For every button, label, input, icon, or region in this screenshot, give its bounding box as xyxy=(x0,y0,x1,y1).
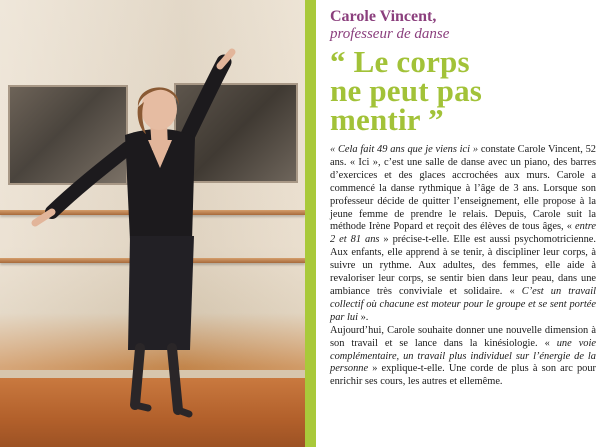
paragraph-2 xyxy=(330,325,596,390)
article-text-column xyxy=(330,8,596,444)
headline-line-1: “ Le corps xyxy=(330,44,470,79)
para1-text1: constate Carole Vincent, 52 ans. « Ici », c’est une salle de danse avec un piano, des barres d’exercices et des glaces accrochées aux murs. Carole a commencé la danse rythmique à l’âge de 3 ans. Lorsque son professeur décide de quitter l’enseignement, elle propose à la jeune femme de prendre le relais. Depuis, Carole suit la méthode Irène Popard et reçoit des élèves de tous âges, « xyxy=(330,144,596,233)
headline-line-3: mentir ” xyxy=(330,102,444,137)
quote-kinesiology: une voie complémentaire, un travail plus individuel sur l’énergie de la personne xyxy=(330,337,596,375)
article-headline xyxy=(330,44,596,137)
headline-line-2: ne peut pas xyxy=(330,73,483,108)
quote-ages: entre 2 et 81 ans xyxy=(330,221,596,246)
quote-years: « Cela fait 49 ans que je viens ici » xyxy=(330,144,479,155)
para1-text2: » précise-t-elle. Elle est aussi psychomotricienne. Aux enfants, elle apprend à se tenir, à discipliner leur corps, à suivre un rythme. Aux adultes, des femmes, elle aide à revaloriser leur corps, se sentir bien dans leur peau, dans une ambiance très conviviale et solidaire. « xyxy=(330,234,596,297)
para2-text1: Aujourd’hui, Carole souhaite donner une nouvelle dimension à son travail et se lance dans la kinésiologie. « xyxy=(330,324,596,349)
green-accent-divider xyxy=(305,0,316,447)
paragraph-1 xyxy=(330,144,596,325)
para2-text2: » explique-t-elle. Une corde de plus à son arc pour enrichir ses cours, les autres et ellemême. xyxy=(330,363,596,388)
author-role: professeur de danse xyxy=(330,26,450,42)
para1-text3: ». xyxy=(358,311,369,323)
article-body xyxy=(330,144,596,389)
author-name: Carole Vincent, xyxy=(330,8,437,25)
quote-collective: C’est un travail collectif où chacune est moteur pour le groupe et se sent portée par lui xyxy=(330,285,596,323)
